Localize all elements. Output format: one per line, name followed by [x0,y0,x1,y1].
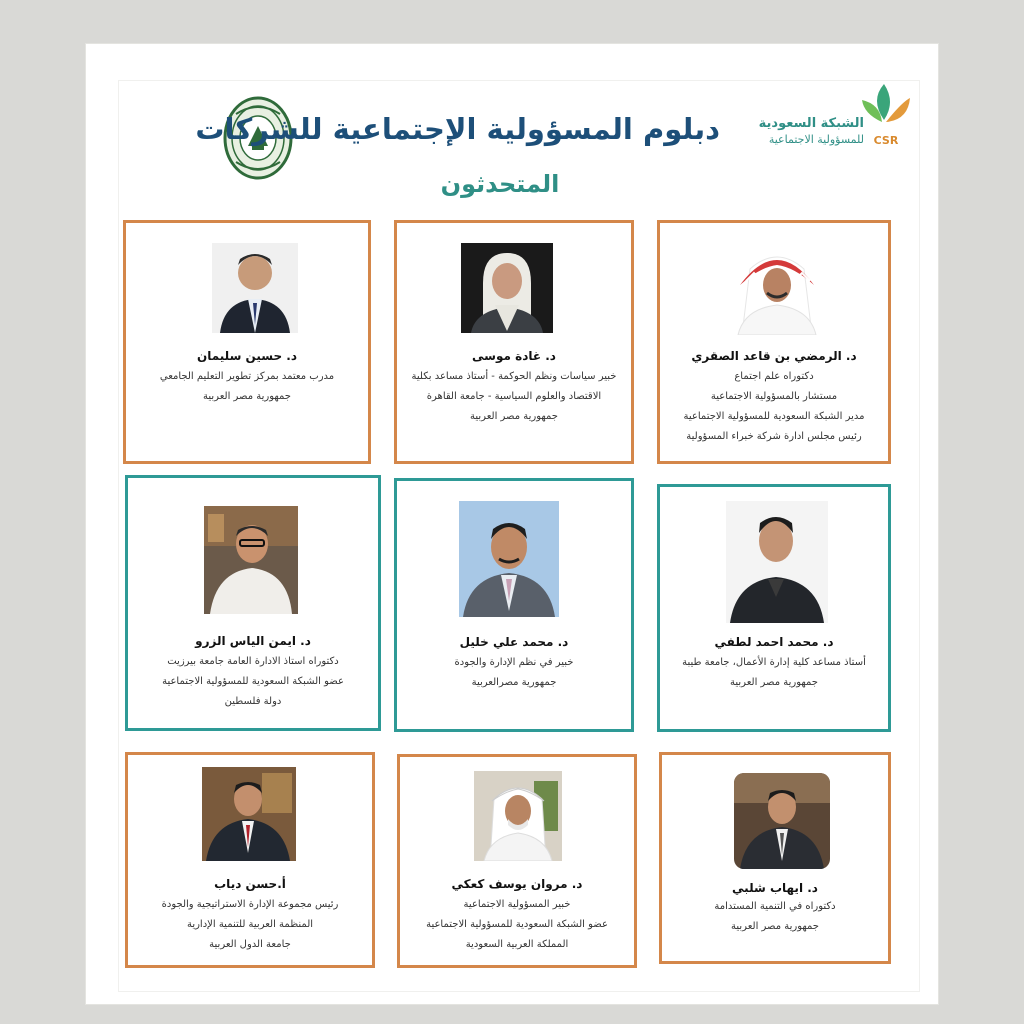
speaker-card [657,484,891,732]
speaker-line: دكتوراه في التنمية المستدامة [714,901,836,912]
speaker-description [668,897,882,937]
speaker-description [666,653,882,693]
speaker-line: عضو الشبكة السعودية للمسؤولية الاجتماعية [162,676,344,687]
speaker-description [666,367,882,447]
speaker-description [132,367,362,407]
speaker-name: د. محمد احمد لطفي [714,635,834,649]
speaker-line: دكتوراه علم اجتماع [734,371,814,382]
speaker-photo [724,239,830,335]
speaker-line: دولة فلسطين [224,696,282,707]
speaker-name: د. الرمضي بن قاعد الصقري [691,349,857,363]
speaker-photo [461,243,553,333]
speaker-name: د. ايمن الياس الزرو [195,634,311,648]
speaker-line: مستشار بالمسؤولية الاجتماعية [710,391,838,402]
speaker-card [394,478,634,732]
logo-name-line1: الشبكة السعودية [758,116,864,131]
csr-logo-mark: CSR [873,134,899,147]
speaker-line: عضو الشبكة السعودية للمسؤولية الاجتماعية [426,919,608,930]
speaker-line: المنظمة العربية للتنمية الإدارية [186,919,314,930]
speaker-photo [204,506,298,614]
speaker-line: دكتوراه استاذ الادارة العامة جامعة بيرزيت [167,656,339,667]
speaker-line: أستاذ مساعد كلية إدارة الأعمال، جامعة طيبة [682,657,866,668]
speaker-line: مدرب معتمد بمركز تطوير التعليم الجامعي [159,371,335,382]
speaker-description [406,895,628,955]
speaker-photo [474,771,562,861]
speaker-line: جمهورية مصر العربية [203,391,291,402]
speaker-photo [726,501,828,623]
speaker-line: جمهورية مصرالعربية [471,677,557,688]
speaker-line: خبير سياسات ونظم الحوكمة - أستاذ مساعد بكلية [411,371,617,382]
speaker-line: خبير المسؤولية الاجتماعية [463,899,571,910]
speaker-card [125,752,375,968]
speaker-name: د. ايهاب شلبي [732,881,818,895]
speaker-description [403,367,625,427]
speaker-name: د. غادة موسى [472,349,556,363]
speaker-line: جمهورية مصر العربية [470,411,558,422]
speaker-line: مدير الشبكة السعودية للمسؤولية الاجتماعية [683,411,865,422]
logo-name-line2: للمسؤولية الاجتماعية [768,133,864,146]
speaker-line: رئيس مجلس ادارة شركة خبراء المسؤولية [686,431,862,442]
speaker-photo [459,501,559,617]
speaker-card [657,220,891,464]
speaker-photo [212,243,298,333]
speaker-card [125,475,381,731]
speaker-name: د. حسين سليمان [196,349,298,363]
speaker-card [397,754,637,968]
speaker-name: د. محمد علي خليل [459,635,569,649]
speaker-name: د. مروان يوسف كعكي [451,877,583,891]
speaker-line: المملكة العربية السعودية [465,939,569,950]
speaker-name: أ.حسن دياب [214,877,286,891]
csr-logo-text [752,116,864,148]
speaker-line: جمهورية مصر العربية [731,921,819,932]
speaker-line: جامعة الدول العربية [209,939,291,950]
speaker-card [659,752,891,964]
page-subtitle: المتحدثون [440,170,560,198]
speaker-description [134,895,366,955]
speaker-line: خبير في نظم الإدارة والجودة [454,657,574,668]
speaker-description [134,652,372,712]
speaker-description [403,653,625,693]
speaker-line: الاقتصاد والعلوم السياسية - جامعة القاهرة [426,391,602,402]
speaker-photo [734,773,830,869]
speaker-card [123,220,371,464]
speaker-line: جمهورية مصر العربية [730,677,818,688]
speaker-card [394,220,634,464]
speaker-line: رئيس مجموعة الإدارة الاستراتيجية والجودة [161,899,339,910]
page-title: دبلوم المسؤولية الإجتماعية للشركات [195,112,720,146]
speaker-photo [202,767,296,861]
